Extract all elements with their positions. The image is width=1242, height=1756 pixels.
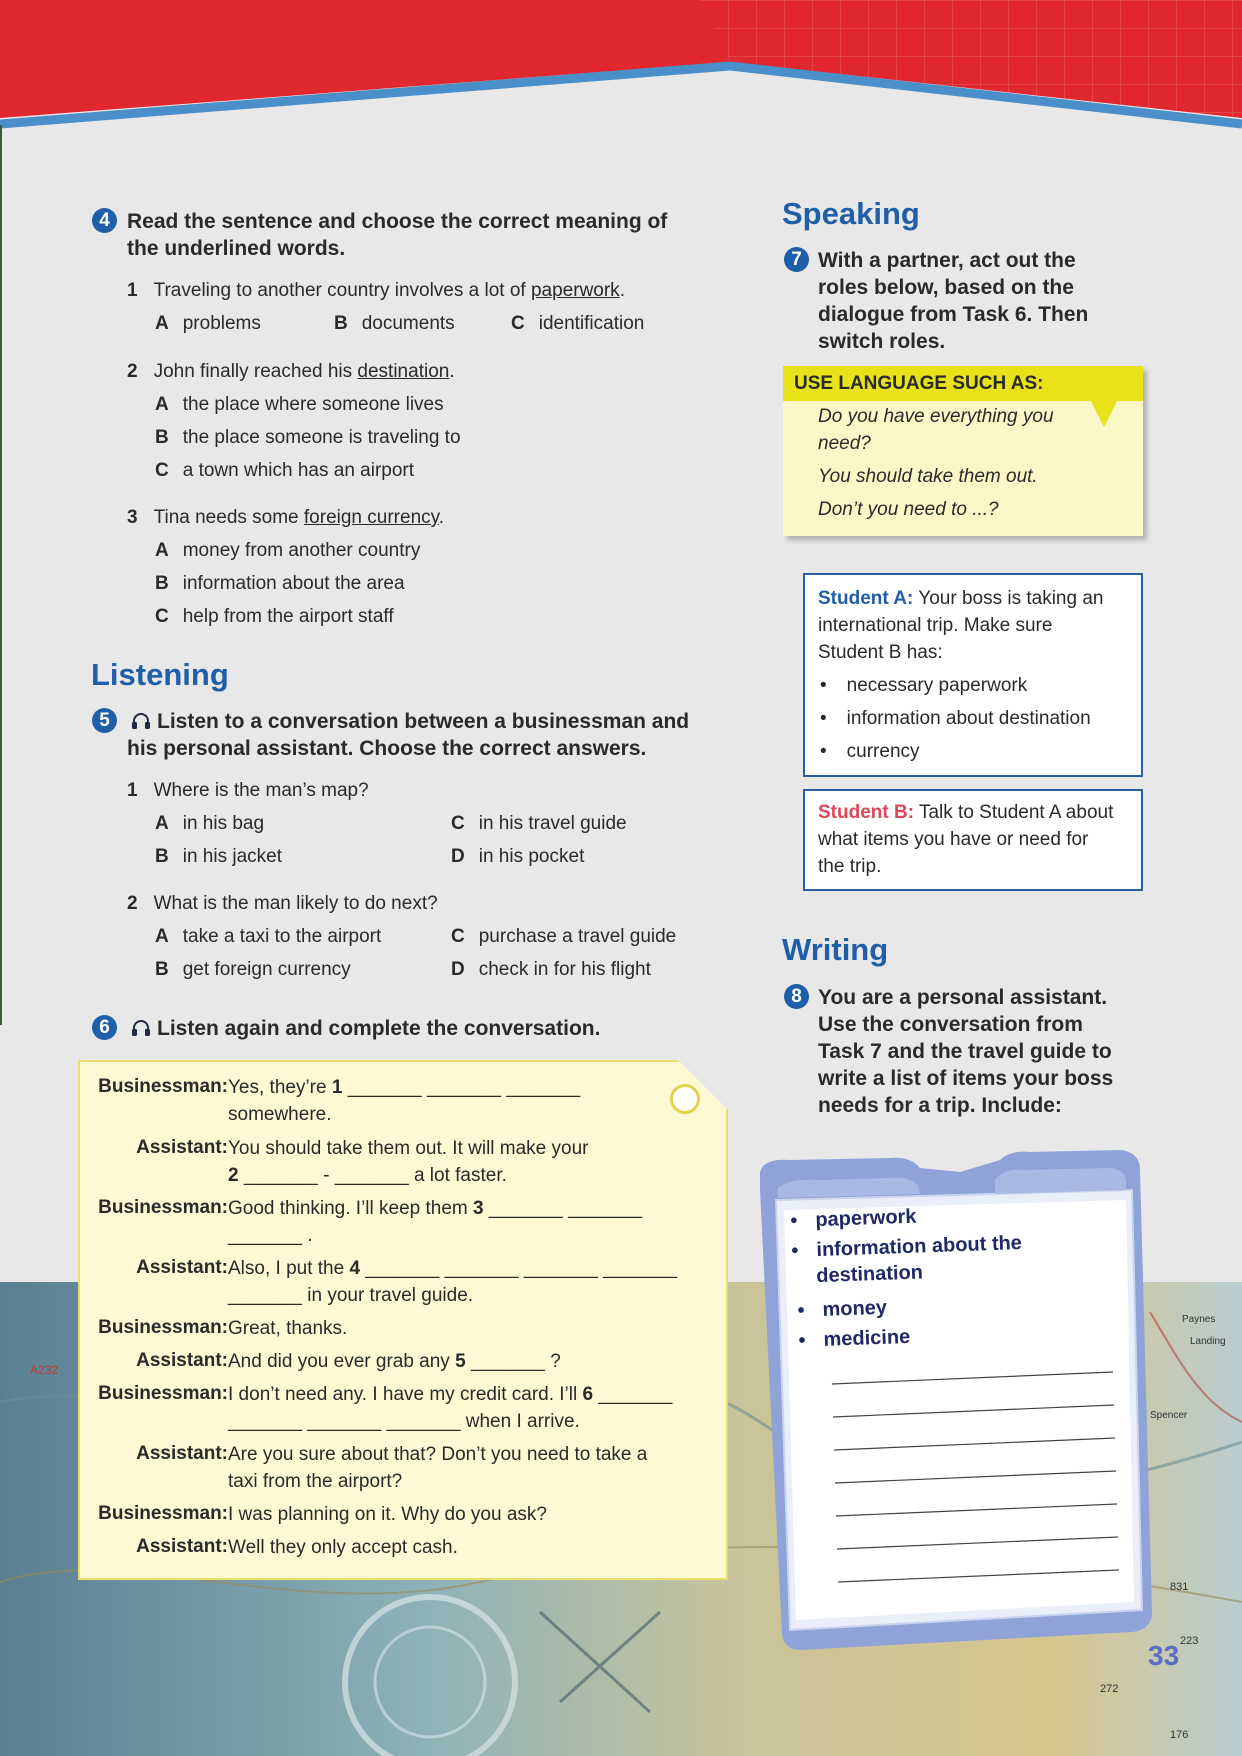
conversation-line-10: Well they only accept cash. — [228, 1537, 458, 1558]
student-b-card — [803, 789, 1143, 891]
conversation-line-8: Are you sure about that? Don’t you need to take a taxi from the airport? — [228, 1444, 648, 1492]
task-6-number: 6 — [92, 1015, 117, 1040]
task-7-number: 7 — [784, 247, 809, 272]
headphones-icon — [131, 1019, 151, 1037]
notepad-clipboard — [760, 1150, 1152, 1650]
conversation-line-4: Also, I put the 4 _______ _______ _______ _______ _______ in your travel guide. — [228, 1258, 678, 1306]
phrase-1b: need? — [818, 433, 871, 454]
student-b-text: Student B: Talk to Student A about what items you have or need for the trip. — [818, 802, 1114, 877]
bullet-paperwork: • necessary paperwork — [820, 675, 1028, 696]
conversation-line-5: Great, thanks. — [228, 1318, 348, 1339]
notepad-list — [790, 1198, 1125, 1359]
section-title-speaking: Speaking — [782, 196, 920, 231]
task-8-line-5: needs for a trip. Include: — [818, 1094, 1062, 1117]
q5-1-option-a[interactable]: A in his bag — [155, 813, 265, 834]
q4-item-3: 3 Tina needs some foreign currency. — [127, 507, 445, 528]
phrase-3: Don’t you need to ...? — [818, 499, 999, 520]
speaker-label: Businessman: — [98, 1197, 228, 1218]
task-5-instruction-line-2: his personal assistant. Choose the correct answers. — [127, 737, 647, 760]
q5-2-option-c[interactable]: C purchase a travel guide — [451, 926, 677, 947]
q5-1-option-d[interactable]: D in his pocket — [451, 846, 585, 867]
bullet-destination: • information about destination — [820, 708, 1091, 729]
list-item: • medicine — [798, 1325, 911, 1352]
conversation-line-9: I was planning on it. Why do you ask? — [228, 1504, 547, 1525]
task-4-instruction-line-1: Read the sentence and choose the correct meaning of — [127, 210, 668, 233]
list-item-continued: destination — [815, 1261, 924, 1288]
task-8-line-3: Task 7 and the travel guide to — [818, 1040, 1112, 1063]
map-label-272: 272 — [1100, 1683, 1119, 1695]
map-label-spencer: Spencer — [1150, 1410, 1188, 1421]
q5-1-option-c[interactable]: C in his travel guide — [451, 813, 627, 834]
use-language-heading: USE LANGUAGE SUCH AS: — [794, 373, 1044, 394]
conversation-line-7: I don’t need any. I have my credit card. I’ll 6 _______ _______ _______ _______ when I arrive. — [228, 1384, 673, 1432]
task-4-instruction-line-2: the underlined words. — [127, 237, 346, 260]
page-number: 33 — [1148, 1640, 1180, 1671]
conversation-card — [78, 1060, 728, 1580]
task-7-line-1: With a partner, act out the — [818, 249, 1076, 272]
q4-1-option-c[interactable]: C identification — [511, 313, 645, 334]
task-8-line-1: You are a personal assistant. — [818, 986, 1108, 1009]
conversation-line-3: Good thinking. I’ll keep them 3 _______ _______ _______ . — [228, 1198, 643, 1246]
underlined-word: paperwork — [530, 280, 620, 301]
map-label-223: 223 — [1180, 1635, 1199, 1647]
task-7-line-3: dialogue from Task 6. Then — [818, 303, 1089, 326]
map-label-a232: A232 — [30, 1363, 59, 1377]
speaker-label: Businessman: — [98, 1503, 228, 1524]
map-label-831: 831 — [1170, 1581, 1189, 1593]
q4-1-option-a[interactable]: A problems — [155, 313, 261, 334]
task-8-line-4: write a list of items your boss — [818, 1067, 1114, 1090]
student-a-text: Student A: Your boss is taking an international trip. Make sure Student B has: — [818, 588, 1104, 663]
conversation-line-1: Yes, they’re 1 _______ _______ _______ somewhere. — [228, 1077, 581, 1125]
bullet-currency: • currency — [820, 741, 920, 762]
speaker-label: Assistant: — [136, 1536, 228, 1557]
q4-item-1: 1 Traveling to another country involves a lot of paperwork. — [127, 280, 625, 301]
task-8-line-2: Use the conversation from — [818, 1013, 1083, 1036]
q5-item-1: 1 Where is the man’s map? — [127, 780, 369, 801]
task-8-number: 8 — [784, 984, 809, 1009]
phrase-2: You should take them out. — [818, 466, 1038, 487]
list-item: • paperwork — [790, 1205, 917, 1232]
conversation-line-6: And did you ever grab any 5 _______ ? — [228, 1351, 561, 1372]
student-a-card — [803, 573, 1143, 777]
q5-2-option-a[interactable]: A take a taxi to the airport — [155, 926, 382, 947]
q4-3-option-a[interactable]: A money from another country — [155, 540, 421, 561]
speaker-label: Businessman: — [98, 1317, 228, 1338]
section-title-listening: Listening — [91, 657, 229, 692]
q5-1-option-b[interactable]: B in his jacket — [155, 846, 283, 867]
task-5-instruction-line-1: Listen to a conversation between a businessman and — [131, 708, 689, 735]
q4-2-option-c[interactable]: C a town which has an airport — [155, 460, 415, 481]
speaker-label: Assistant: — [136, 1350, 228, 1371]
speaker-label: Assistant: — [136, 1137, 228, 1158]
headphones-icon — [131, 712, 151, 730]
map-label-landing: Landing — [1190, 1336, 1226, 1347]
q5-2-option-d[interactable]: D check in for his flight — [451, 959, 651, 980]
header-banner — [0, 0, 1242, 140]
q5-2-option-b[interactable]: B get foreign currency — [155, 959, 351, 980]
speaker-label: Assistant: — [136, 1443, 228, 1464]
q4-3-option-b[interactable]: B information about the area — [155, 573, 405, 594]
section-title-writing: Writing — [782, 932, 889, 967]
speaker-label: Assistant: — [136, 1257, 228, 1278]
speaker-label: Businessman: — [98, 1383, 228, 1404]
task-7-line-2: roles below, based on the — [818, 276, 1074, 299]
map-label-paynes: Paynes — [1182, 1314, 1216, 1325]
sentence: Traveling to another country involves a lot of — [153, 280, 531, 301]
q4-2-option-b[interactable]: B the place someone is traveling to — [155, 427, 461, 448]
q4-1-option-b[interactable]: B documents — [334, 313, 455, 334]
pin-hole-icon — [670, 1084, 700, 1114]
q4-2-option-a[interactable]: A the place where someone lives — [155, 394, 444, 415]
q4-item-2: 2 John finally reached his destination. — [127, 361, 455, 382]
task-7-line-4: switch roles. — [818, 330, 946, 353]
task-6-instruction: Listen again and complete the conversation. — [131, 1015, 600, 1042]
left-margin-line — [0, 125, 2, 1025]
map-label-176: 176 — [1170, 1729, 1189, 1741]
task-4-number: 4 — [92, 208, 117, 233]
q4-3-option-c[interactable]: C help from the airport staff — [155, 606, 394, 627]
task-5-number: 5 — [92, 708, 117, 733]
item-number: 1 — [127, 280, 138, 301]
list-item: • money — [797, 1296, 888, 1322]
speaker-label: Businessman: — [98, 1076, 228, 1097]
q5-item-2: 2 What is the man likely to do next? — [127, 893, 438, 914]
use-language-box — [783, 366, 1143, 536]
phrase-1a: Do you have everything you — [818, 406, 1054, 427]
list-item: • information about the — [791, 1231, 1023, 1262]
conversation-line-2: You should take them out. It will make your 2 _______ - _______ a lot faster. — [228, 1138, 589, 1186]
